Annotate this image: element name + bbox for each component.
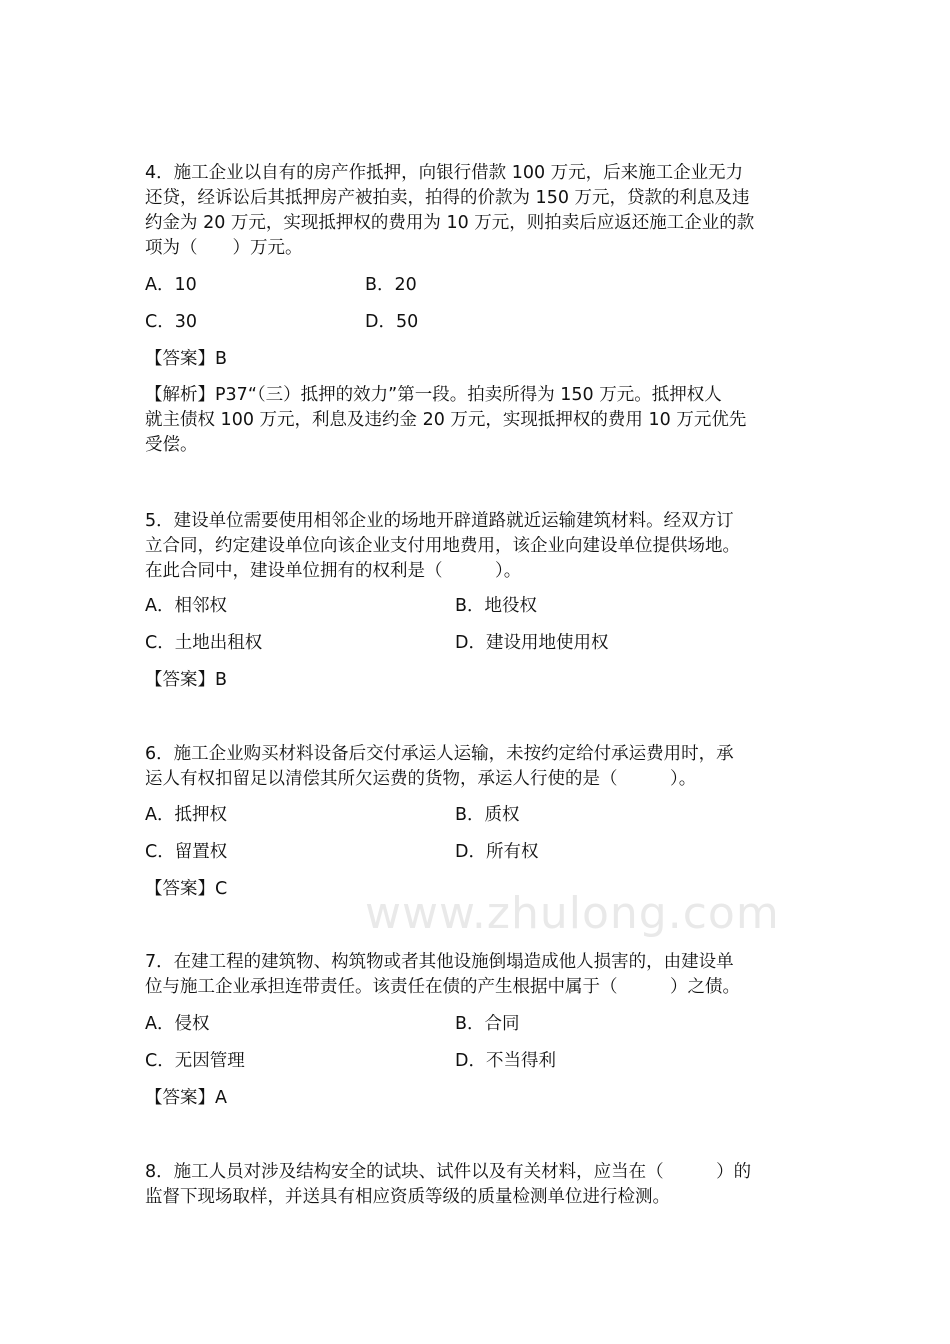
analysis-line: 就主债权 100 万元，利息及违约金 20 万元，实现抵押权的费用 10 万元优先 (145, 410, 747, 430)
option-a: A．10 (145, 275, 197, 295)
option-a: A．相邻权 (145, 596, 227, 616)
answer: 【答案】B (145, 349, 228, 369)
option-a: A．抵押权 (145, 805, 227, 825)
question-text-line: 位与施工企业承担连带责任。该责任在债的产生根据中属于（ ）之债。 (145, 977, 740, 997)
question-text-line: 立合同，约定建设单位向该企业支付用地费用，该企业向建设单位提供场地。 (145, 536, 740, 556)
question-text-line: 7．在建工程的建筑物、构筑物或者其他设施倒塌造成他人损害的，由建设单 (145, 952, 734, 972)
option-c: C．留置权 (145, 842, 228, 862)
option-d: D．50 (365, 312, 419, 332)
watermark: www.zhulong.com (365, 888, 780, 939)
option-c: C．30 (145, 312, 197, 332)
analysis-line: 【解析】P37“（三）抵押的效力”第一段。拍卖所得为 150 万元。抵押权人 (145, 385, 722, 405)
question-text-line: 约金为 20 万元，实现抵押权的费用为 10 万元，则拍卖后应返还施工企业的款 (145, 213, 755, 233)
answer: 【答案】A (145, 1088, 227, 1108)
question-text-line: 运人有权扣留足以清偿其所欠运费的货物，承运人行使的是（ ）。 (145, 769, 697, 789)
question-text-line: 8．施工人员对涉及结构安全的试块、试件以及有关材料，应当在（ ）的 (145, 1162, 752, 1182)
analysis-line: 受偿。 (145, 435, 198, 455)
option-c: C．无因管理 (145, 1051, 245, 1071)
option-c: C．土地出租权 (145, 633, 263, 653)
option-b: B．合同 (455, 1014, 520, 1034)
question-text-line: 监督下现场取样，并送具有相应资质等级的质量检测单位进行检测。 (145, 1187, 670, 1207)
question-text-line: 在此合同中，建设单位拥有的权利是（ ）。 (145, 561, 522, 581)
option-d: D．建设用地使用权 (455, 633, 609, 653)
option-b: B．地役权 (455, 596, 538, 616)
answer: 【答案】B (145, 670, 228, 690)
option-b: B．20 (365, 275, 417, 295)
question-text-line: 4．施工企业以自有的房产作抵押，向银行借款 100 万元，后来施工企业无力 (145, 163, 744, 183)
question-text-line: 项为（ ）万元。 (145, 238, 303, 258)
answer: 【答案】C (145, 879, 228, 899)
option-b: B．质权 (455, 805, 520, 825)
question-text-line: 还贷，经诉讼后其抵押房产被拍卖，拍得的价款为 150 万元，贷款的利息及违 (145, 188, 750, 208)
question-text-line: 6．施工企业购买材料设备后交付承运人运输，未按约定给付承运费用时，承 (145, 744, 734, 764)
question-text-line: 5．建设单位需要使用相邻企业的场地开辟道路就近运输建筑材料。经双方订 (145, 511, 734, 531)
option-d: D．所有权 (455, 842, 539, 862)
option-a: A．侵权 (145, 1014, 210, 1034)
option-d: D．不当得利 (455, 1051, 556, 1071)
